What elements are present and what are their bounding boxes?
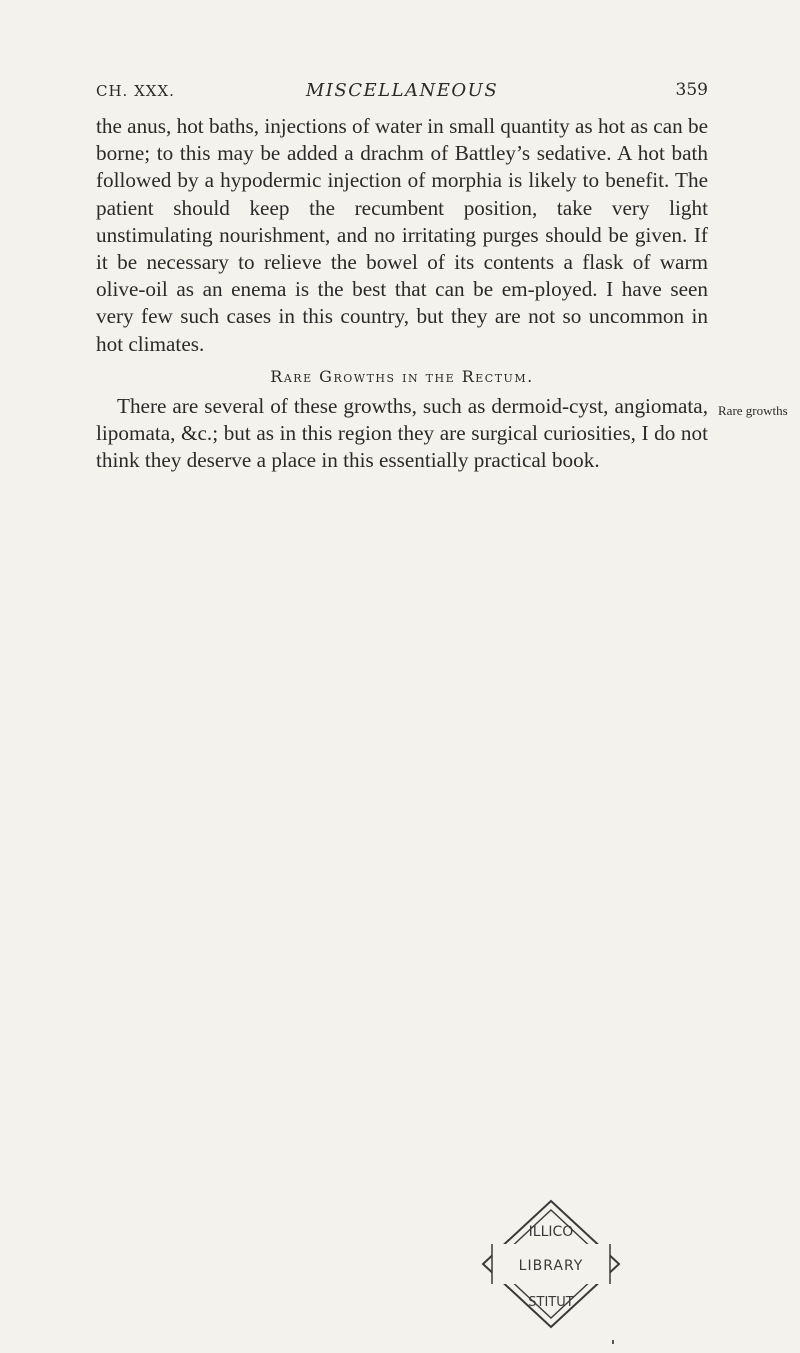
running-title: MISCELLANEOUS: [305, 80, 499, 101]
paragraph-rare-growths: There are several of these growths, such as dermoid-cyst, angiomata, lipomata, &c.; but as in this region they are surgical curiosities, I do not think they deserve a place in this essentially practical book.: [96, 394, 708, 473]
chapter-label: CH. XXX.: [96, 82, 175, 100]
library-stamp: [478, 1198, 624, 1330]
section-heading: Rare Growths in the Rectum.: [270, 367, 534, 386]
running-head: [96, 80, 708, 104]
stamp-center-text: LIBRARY: [518, 1258, 584, 1274]
margin-note: Rare growths: [718, 403, 788, 418]
stamp-top-text: ILLICO: [528, 1224, 574, 1240]
page-number: 359: [675, 80, 708, 100]
ink-speck: [612, 1340, 614, 1344]
paragraph-continued: the anus, hot baths, injections of water in small quantity as hot as can be borne; to this may be added a drachm of Battley’s sedative. A hot bath followed by a hypodermic injection of morphia is likely to benefit. The patient should keep the recumbent position, take very light unstimulating nourishment, and no irritating purges should be given. If it be necessary to relieve the bowel of its contents a flask of warm olive-oil as an enema is the best that can be em-ployed. I have seen very few such cases in this country, but they are not so uncommon in hot climates.: [96, 114, 708, 356]
stamp-bottom-text: STITUT: [528, 1295, 574, 1310]
